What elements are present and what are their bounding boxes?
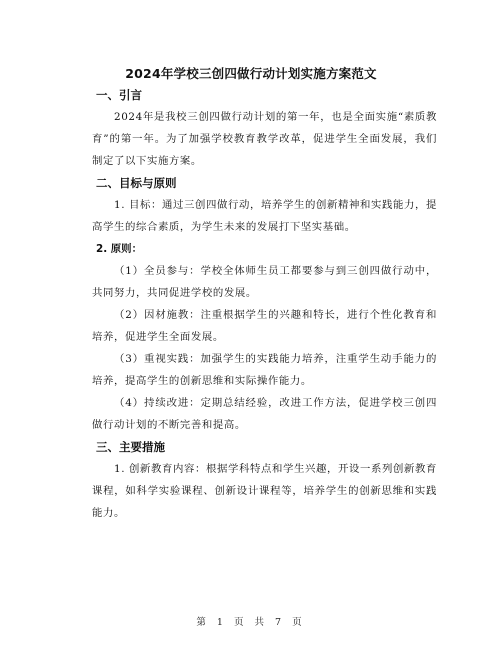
- paragraph-principle-1: （1）全员参与：学校全体师生员工都要参与到三创四做行动中，共同努力，共同促进学校的发展。: [92, 265, 437, 299]
- section-heading-goals: 二、目标与原则: [96, 176, 177, 190]
- section-heading-measures: 三、主要措施: [96, 440, 165, 454]
- paragraph-measure-1: 1. 创新教育内容：根据学科特点和学生兴趣，开设一系列创新教育课程，如科学实验课程、创新设计课程等，培养学生的创新思维和实践能力。: [92, 463, 437, 519]
- document-body: [92, 84, 437, 524]
- section-heading-intro: 一、引言: [96, 88, 142, 102]
- paragraph-principle-2: （2）因材施教：注重根据学生的兴趣和特长，进行个性化教育和培养，促进学生全面发展。: [92, 309, 437, 343]
- paragraph-goal: 1. 目标：通过三创四做行动，培养学生的创新精神和实践能力，提高学生的综合素质，为学生未来的发展打下坚实基础。: [92, 199, 437, 233]
- paragraph-intro: 2024年是我校三创四做行动计划的第一年，也是全面实施“素质教育”的第一年。为了加强学校教育教学改革，促进学生全面发展，我们制定了以下实施方案。: [92, 111, 437, 167]
- subheading-principles: 2. 原则：: [96, 243, 142, 255]
- paragraph-principle-4: （4）持续改进：定期总结经验，改进工作方法，促进学校三创四做行动计划的不断完善和提高。: [92, 397, 437, 431]
- document-title: 2024年学校三创四做行动计划实施方案范文: [125, 66, 377, 81]
- paragraph-principle-3: （3）重视实践：加强学生的实践能力培养，注重学生动手能力的培养，提高学生的创新思维和实际操作能力。: [92, 353, 437, 387]
- page-footer: 第 1 页 共 7 页: [196, 617, 306, 628]
